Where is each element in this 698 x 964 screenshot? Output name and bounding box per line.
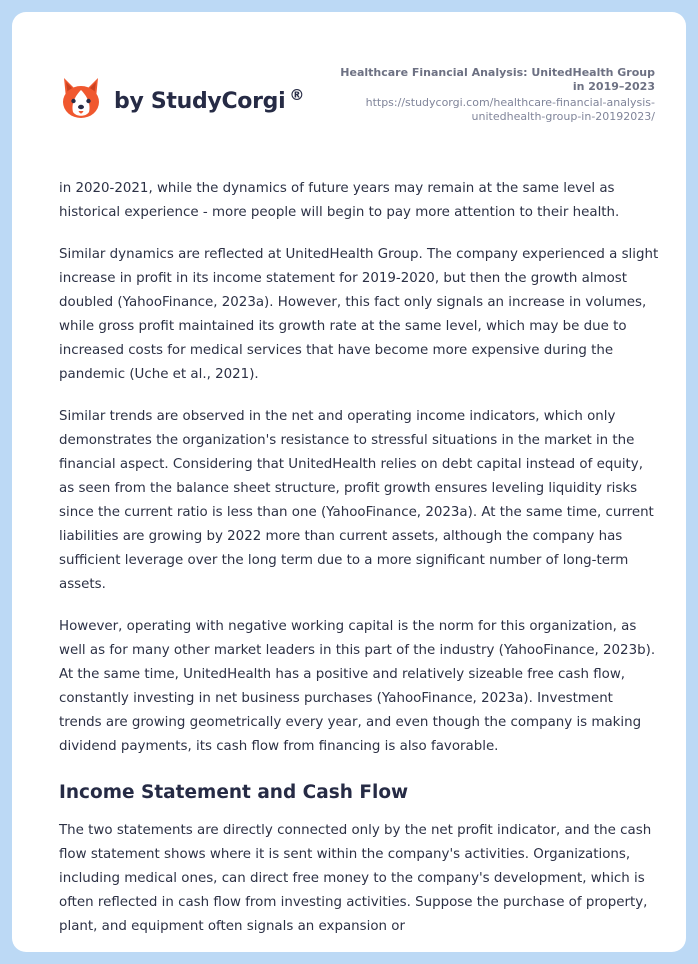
document-url[interactable]: https://studycorgi.com/healthcare-financial-analysis-unitedhealth-group-in-20192023/: [365, 96, 655, 123]
brand-name: by StudyCorgi ®: [114, 86, 305, 114]
corgi-logo-icon: [60, 76, 102, 120]
article-body: [59, 177, 659, 952]
paragraph: in 2020-2021, while the dynamics of future years may remain at the same level as historical experience - more people will begin to pay more attention to their health.: [59, 181, 620, 220]
paragraph: Similar trends are observed in the net and operating income indicators, which only demonstrates the organization's resistance to stressful situations in the market in the financial aspect. Considering that UnitedHealth relies on debt capital instead of equity, as seen from the balance sheet structure, profit growth ensures leveling liquidity risks since the current ratio is less than one (YahooFinance, 2023a). At the same time, current liabilities are growing by 2022 more than current assets, although the company has sufficient leverage over the long term due to a more significant number of long-term assets.: [59, 409, 654, 592]
page: [12, 12, 686, 952]
registered-mark: ®: [289, 86, 305, 104]
header: [12, 12, 686, 162]
document-meta: [335, 66, 655, 124]
logo[interactable]: [60, 76, 304, 120]
paragraph: The two statements are directly connected only by the net profit indicator, and the cash flow statement shows where it is sent within the company's activities. Organizations, including medical ones, can direct free money to the company's development, which is often reflected in cash flow from investing activities. Suppose the purchase of property, plant, and equipment often signals an expansion or: [59, 823, 652, 934]
section-heading: Income Statement and Cash Flow: [59, 782, 409, 803]
paragraph: Similar dynamics are reflected at UnitedHealth Group. The company experienced a slight increase in profit in its income statement for 2019-2020, but then the growth almost doubled (YahooFinance, 2023a). However, this fact only signals an increase in volumes, while gross profit maintained its growth rate at the same level, which may be due to increased costs for medical services that have become more expensive during the pandemic (Uche et al., 2021).: [59, 247, 659, 382]
paragraph: However, operating with negative working capital is the norm for this organization, as well as for many other market leaders in this part of the industry (YahooFinance, 2023b). At the same time, UnitedHealth has a positive and relatively sizeable free cash flow, constantly investing in net business purchases (YahooFinance, 2023a). Investment trends are growing geometrically every year, and even though the company is making dividend payments, its cash flow from financing is also favorable.: [59, 619, 656, 754]
document-title: Healthcare Financial Analysis: UnitedHealth Group in 2019–2023: [340, 66, 655, 93]
